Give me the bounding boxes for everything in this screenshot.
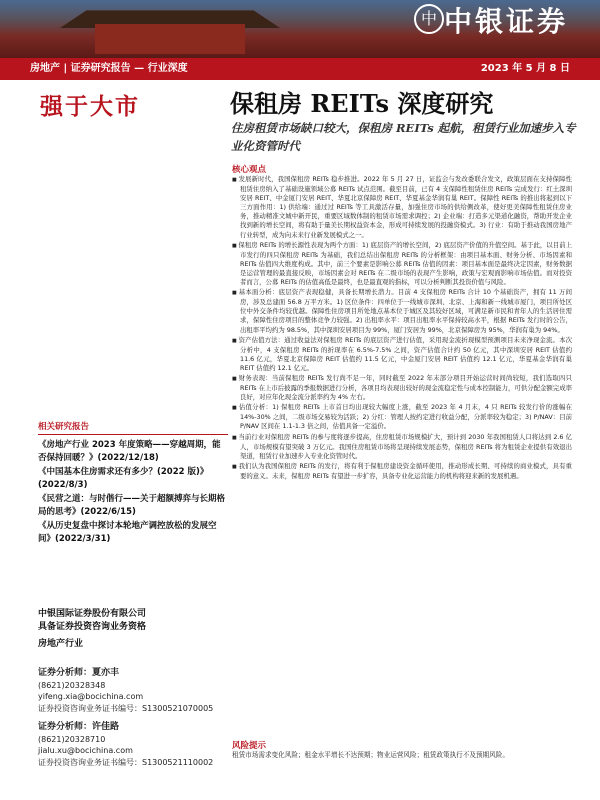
body-paragraph: ■ 发展新时代，我国保租房 REITs 稳步推进。2022 年 5 月 27 日，证监会与发改委联合发文，政策层面在支持保障性租赁住房纳入了基础设施领域公募 REITs 试点范围。截至目前，已有 4 支保障性租赁住房 REITs 完成发行：红土深圳安居 REIT、中金厦门安居 REIT、华夏北京保障房 REIT、华夏基金华润有巢 REIT。保障性 REITs 的推出将起到以下三方面作用：1) 供给端：通过过 REITs 等工具激活存量，加强住房市场的供给侧改革，使好更美保障性租赁住房业务，推动精准文城中新开民，重要区域数体制的租赁市场需求调控；2) 企业端：打造多元渠道化融资，帮助开发企业找到新的增长空间，将有助于量美长期权益资本金，形成可持续发展的投融资模式。3) 行业：有助于推动我国房地产行业转型，成为向未来行业新发展模式之一。 — [232, 175, 572, 240]
risk-text: 租赁市场需求变化风险；租金水平增长不达预期；物业运营风险；租赁政策执行不及预期风险。 — [232, 751, 509, 759]
report-subtitle: 住房租赁市场缺口较大，保租房 REITs 起航，租赁行业加速步入专业化资管时代 — [231, 121, 576, 153]
related-report-item[interactable]: 《民营之道：与时偕行——关于超额搏弈与长期格局的思考》(2022/6/15) — [38, 494, 226, 517]
analyst-phone: (8621)20328348 — [38, 680, 106, 690]
analyst-cert: 证券投资咨询业务证书编号：S1300521110002 — [38, 757, 214, 767]
analyst-name: 证券分析师：夏亦丰 — [38, 668, 120, 678]
body-paragraph: ■ 保租房 REITs 的增长源性表现为两个方面：1) 底层资产的增长空间，2) 底层资产价值的升值空间。基于此，以目前上市发行的四只保租房 REITs 为基础，我们总结出保租房 REITs 的分析框架：由项目基本面、财务分析、市场因素和 REITs 估值四大维度构成。其中，前三个要素是影响公募 REITs 估值的因素：项目基本面是最终决定因素，财务数据是运营管理的最直接反映，市场因素会对 REITs 在二级市场的表现产生影响，政策与宏观面影响市场估值。而对投资者而言，公募 REITs 的估值高低是最终，也是最直观的指标，可以分析判断其投资价值与风险。 — [232, 241, 572, 287]
analyst-email[interactable]: yifeng.xia@bocichina.com — [38, 692, 144, 701]
analyst-cert: 证券投资咨询业务证书编号：S1300521070005 — [38, 703, 214, 713]
related-report-item[interactable]: 《中国基本住房需求还有多少？(2022 版)》(2022/8/3) — [38, 467, 209, 490]
analyst-name: 证券分析师：许佳路 — [38, 722, 120, 732]
risk-section — [232, 742, 572, 760]
analyst-email[interactable]: jialu.xu@bocichina.com — [38, 746, 133, 755]
brand-name: 中银证券 — [444, 5, 569, 38]
related-reports-label: 相关研究报告 — [38, 420, 228, 435]
analyst-block — [38, 722, 238, 768]
company-block — [38, 608, 228, 651]
palace-wall-image — [95, 24, 245, 54]
body-paragraph: ■ 当前行业对保租房 REITs 的参与度将逐步提高，住房租赁市场规模扩大，预计到 2030 年我国租赁人口将达到 2.6 亿人，市场规模有望突破 3 万亿元。我国住房租赁市场将呈现持续发展态势，保租房 REITs 将为租赁企业提供有效退出渠道，租赁行业加速步入专业化资管时代。 — [232, 433, 572, 461]
related-reports — [38, 420, 228, 547]
body-text — [232, 175, 572, 482]
related-report-item[interactable]: 《从历史复盘中探讨本轮地产调控放松的发展空间》(2022/3/31) — [38, 521, 217, 544]
body-paragraph: ■ 基本面分析：底层资产表现稳健，具备长期增长潜力。目前 4 支保租房 REITs 合计 10 个基础资产，拥有 11 万间房，涉及总建面 56.8 万平方米。1) 区位条件：四单位于一线城市深圳、北京、上海和新一线城市厦门，项目所处区位中外交条件均较优越。保障性住房项目所处地点基本位于城区及其较好区域，可满足新市民和青年人的生活居住需求，保障性住房项目的整体竞争力较强。2) 出租率水平：项目出租率水平保持较高水平，根据 REITs 发行时的公告，出租率平均约为 98.5%，其中深圳安居项目为 99%，厦门安居为 99%，北京保障房为 95%，华润有巢为 94%。 — [232, 288, 572, 334]
body-paragraph: ■ 估值分析：1) 保租房 REITs 上市首日均出现较大幅度上涨，截至 2023 年 4 月末，4 只 REITs 较发行价的涨幅在 14%-30% 之间，二级市场交易较为活跃；2) 分红：管理人按约定进行收益分配，分派率较为稳定；3) P/NAV：目前 P/NAV 区间在 1.1-1.3 倍之间，估值具备一定溢价。 — [232, 403, 572, 431]
body-paragraph: ■ 财务表现：当前保租房 REITs 发行尚不足一年，同时截至 2022 年末部分项目开始运营时间尚较短，我们选取四只 REITs 在上市后披露的季报数据进行分析，各项目均表现出较好的现金流稳定性与成本控制能力，可供分配金额完成率良好，对应年化现金流分派率约为 4% 左右。 — [232, 374, 572, 402]
header-banner — [0, 0, 600, 58]
risk-label: 风险提示 — [232, 741, 267, 751]
report-date: 2023 年 5 月 8 日 — [480, 63, 570, 74]
body-paragraph: ■ 我们认为我国保租房 REITs 的发行，将有利于保租房建设资金循环使用，推动形成长期、可持续的商业模式，具有重要的意义。未来，保租房 REITs 有望进一步扩容，具备专业化运营能力的机构将迎来新的发展机遇。 — [232, 462, 572, 481]
core-section-label: 核心观点 — [232, 165, 267, 175]
report-title: 保租房 REITs 深度研究 — [230, 89, 494, 118]
analyst-block — [38, 668, 238, 714]
company-sector: 房地产行业 — [38, 639, 84, 649]
category-bar — [0, 58, 600, 80]
related-report-item[interactable]: 《房地产行业 2023 年度策略——穿越周期，能否保持回暖？》(2022/12/18) — [38, 440, 221, 463]
rating-label: 强于大市 — [40, 93, 140, 120]
boc-logo-icon: 中 — [414, 4, 444, 34]
analyst-phone: (8621)20328710 — [38, 734, 106, 744]
body-paragraph: ■ 资产估值方法：通过收益法对保租房 REITs 的底层资产进行估值，采用现金流折现模型预测项目未来净现金流。本次分析中，4 支保租房 REITs 的折现率在 6.5%-7.5% 之间，资产估值合计约 50 亿元，其中深圳安居 REIT 估值约 11.6 亿元，华夏北京保障房 REIT 估值约 11.5 亿元，中金厦门安居 REIT 估值约 12.1 亿元，华夏基金华润有巢 REIT 估值约 12.1 亿元。 — [232, 336, 572, 373]
company-name: 中银国际证券股份有限公司 具备证券投资咨询业务资格 — [38, 609, 147, 632]
report-category: 房地产 | 证券研究报告 — 行业深度 — [30, 63, 188, 74]
